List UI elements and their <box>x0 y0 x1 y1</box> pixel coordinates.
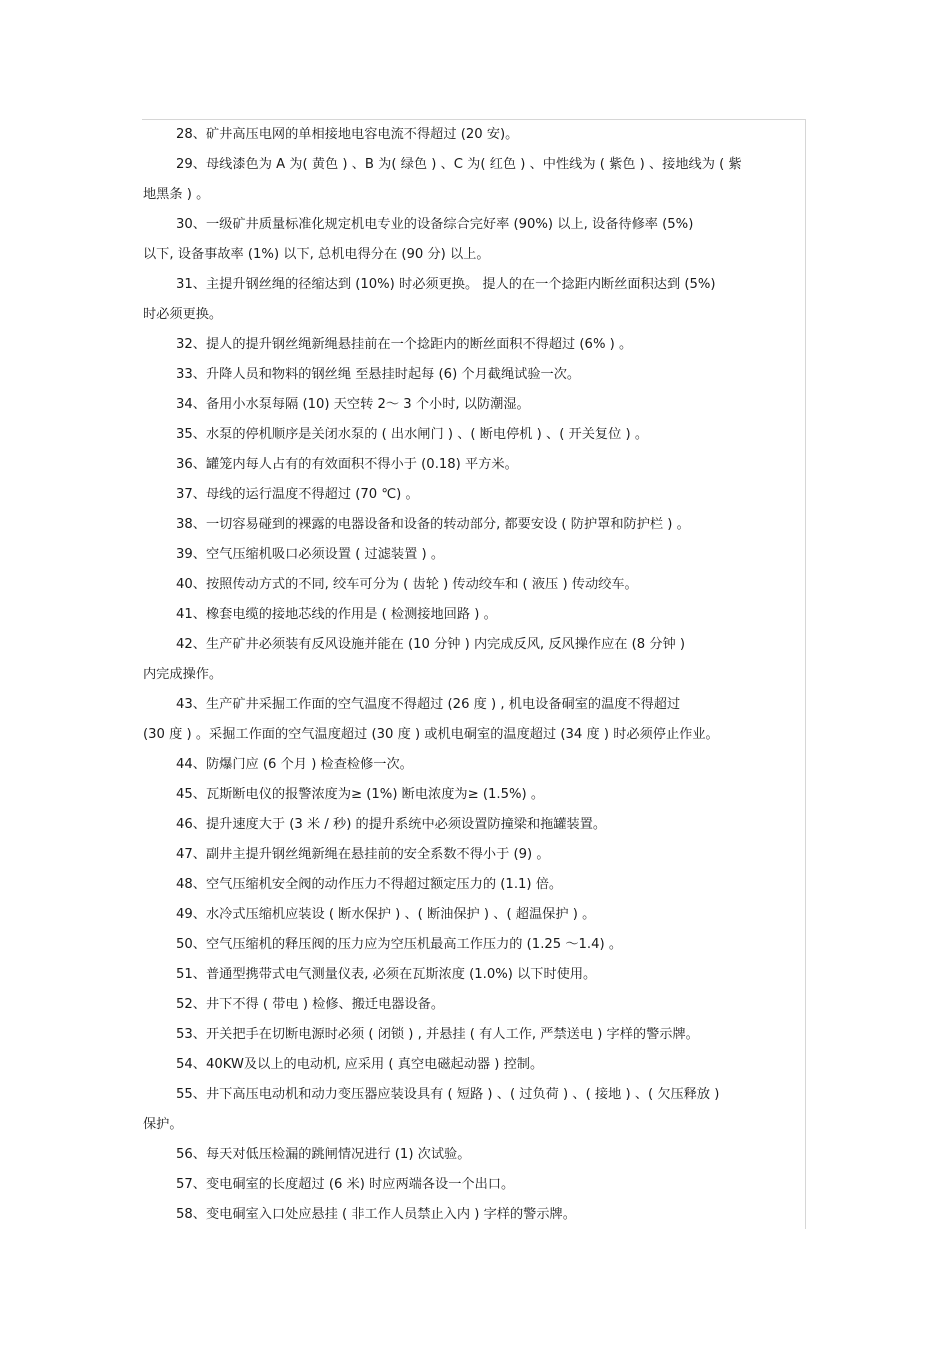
item-line: 55、井下高压电动机和动力变压器应装设具有 ( 短路 ) 、( 过负荷 ) 、( 接地 ) 、( 欠压释放 ) <box>176 1087 720 1102</box>
list-item <box>143 1050 806 1080</box>
item-line: 35、水泵的停机顺序是关闭水泵的 ( 出水闸门 ) 、( 断电停机 ) 、( 开关复位 ) 。 <box>176 427 649 442</box>
item-line: 42、生产矿井必须装有反风设施并能在 (10 分钟 ) 内完成反风, 反风操作应在 (8 分钟 ) <box>176 637 686 652</box>
list-item <box>143 1200 806 1230</box>
list-item <box>143 360 806 390</box>
item-line-continued: 以下, 设备事故率 (1%) 以下, 总机电得分在 (90 分) 以上。 <box>143 247 490 262</box>
item-line: 46、提升速度大于 (3 米 / 秒) 的提升系统中必须设置防撞梁和拖罐装置。 <box>176 817 607 832</box>
list-item <box>143 450 806 480</box>
item-line: 44、防爆门应 (6 个月 ) 检查检修一次。 <box>176 757 413 772</box>
item-line: 56、每天对低压检漏的跳闸情况进行 (1) 次试验。 <box>176 1147 471 1162</box>
list-item <box>143 390 806 420</box>
list-item <box>143 1080 806 1140</box>
item-line-continued: 保护。 <box>143 1117 183 1132</box>
list-item <box>143 750 806 780</box>
list-item <box>143 690 806 750</box>
item-line: 34、备用小水泵每隔 (10) 天空转 2～ 3 个小时, 以防潮湿。 <box>176 397 530 412</box>
item-line: 39、空气压缩机吸口必须设置 ( 过滤装置 ) 。 <box>176 547 445 562</box>
item-line: 51、普通型携带式电气测量仪表, 必须在瓦斯浓度 (1.0%) 以下时使用。 <box>176 967 597 982</box>
item-line: 36、罐笼内每人占有的有效面积不得小于 (0.18) 平方米。 <box>176 457 518 472</box>
list-item <box>143 210 806 270</box>
list-item <box>143 150 806 210</box>
list-item <box>143 600 806 630</box>
item-line: 53、开关把手在切断电源时必须 ( 闭锁 ) , 并悬挂 ( 有人工作, 严禁送电 ) 字样的警示牌。 <box>176 1027 699 1042</box>
list-item <box>143 1170 806 1200</box>
list-item <box>143 480 806 510</box>
item-line: 33、升降人员和物料的钢丝绳 至悬挂时起每 (6) 个月截绳试验一次。 <box>176 367 581 382</box>
item-line: 43、生产矿井采掘工作面的空气温度不得超过 (26 度 ) , 机电设备硐室的温度不得超过 <box>176 697 681 712</box>
list-item <box>143 570 806 600</box>
item-line: 28、矿井高压电网的单相接地电容电流不得超过 (20 安)。 <box>176 127 519 142</box>
list-item <box>143 990 806 1020</box>
item-line-continued: (30 度 ) 。采掘工作面的空气温度超过 (30 度 ) 或机电硐室的温度超过 (34 度 ) 时必须停止作业。 <box>143 727 719 742</box>
item-line: 38、一切容易碰到的裸露的电器设备和设备的转动部分, 都要安设 ( 防护罩和防护栏 ) 。 <box>176 517 690 532</box>
list-item <box>143 780 806 810</box>
item-line: 54、40KW及以上的电动机, 应采用 ( 真空电磁起动器 ) 控制。 <box>176 1057 544 1072</box>
item-line: 45、瓦斯断电仪的报警浓度为≥ (1%) 断电浓度为≥ (1.5%) 。 <box>176 787 545 802</box>
item-line: 57、变电硐室的长度超过 (6 米) 时应两端各设一个出口。 <box>176 1177 515 1192</box>
item-line: 31、主提升钢丝绳的径缩达到 (10%) 时必须更换。 提人的在一个捻距内断丝面积达到 (5%) <box>176 277 716 292</box>
item-line: 58、变电硐室入口处应悬挂 ( 非工作人员禁止入内 ) 字样的警示牌。 <box>176 1207 576 1222</box>
item-line: 30、一级矿井质量标准化规定机电专业的设备综合完好率 (90%) 以上, 设备待修率 (5%) <box>176 217 694 232</box>
list-item <box>143 510 806 540</box>
list-item <box>143 960 806 990</box>
list-item <box>143 630 806 690</box>
item-line: 49、水冷式压缩机应装设 ( 断水保护 ) 、( 断油保护 ) 、( 超温保护 ) 。 <box>176 907 596 922</box>
list-item <box>143 420 806 450</box>
list-item <box>143 270 806 330</box>
list-item <box>143 840 806 870</box>
list-item <box>143 120 806 150</box>
list-item <box>143 330 806 360</box>
list-item <box>143 930 806 960</box>
item-line-continued: 时必须更换。 <box>143 307 223 322</box>
item-line: 32、提人的提升钢丝绳新绳悬挂前在一个捻距内的断丝面积不得超过 (6% ) 。 <box>176 337 633 352</box>
item-line: 37、母线的运行温度不得超过 (70 ℃) 。 <box>176 487 419 502</box>
item-line-continued: 内完成操作。 <box>143 667 223 682</box>
item-line: 50、空气压缩机的释压阀的压力应为空压机最高工作压力的 (1.25 ～1.4) 。 <box>176 937 623 952</box>
item-line: 52、井下不得 ( 带电 ) 检修、搬迁电器设备。 <box>176 997 445 1012</box>
list-item <box>143 1020 806 1050</box>
item-line: 29、母线漆色为 A 为( 黄色 ) 、B 为( 绿色 ) 、C 为( 红色 ) 、中性线为 ( 紫色 ) 、接地线为 ( 紫 <box>176 157 742 172</box>
item-line-continued: 地黑条 ) 。 <box>143 187 210 202</box>
item-line: 40、按照传动方式的不同, 绞车可分为 ( 齿轮 ) 传动绞车和 ( 液压 ) 传动绞车。 <box>176 577 638 592</box>
item-line: 48、空气压缩机安全阀的动作压力不得超过额定压力的 (1.1) 倍。 <box>176 877 563 892</box>
list-item <box>143 540 806 570</box>
list-item <box>143 900 806 930</box>
list-item <box>143 810 806 840</box>
list-item <box>143 870 806 900</box>
item-line: 47、副井主提升钢丝绳新绳在悬挂前的安全系数不得小于 (9) 。 <box>176 847 550 862</box>
item-line: 41、橡套电缆的接地芯线的作用是 ( 检测接地回路 ) 。 <box>176 607 497 622</box>
list-item <box>143 1140 806 1170</box>
